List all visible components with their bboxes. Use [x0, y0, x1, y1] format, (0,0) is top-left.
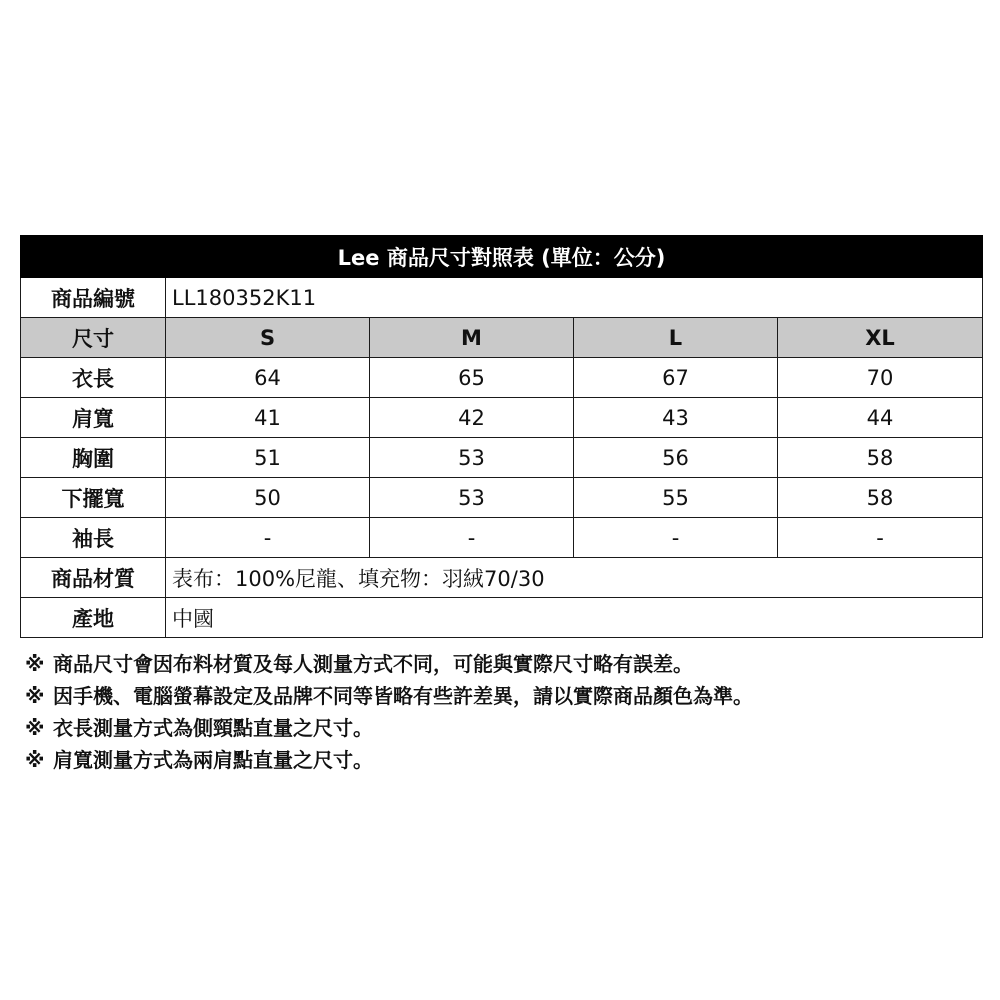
measurement-row-shoulder: [21, 398, 983, 438]
size-header-m: M: [370, 318, 574, 358]
table-cell: 50: [166, 478, 370, 518]
table-cell: 53: [370, 438, 574, 478]
table-cell: 70: [778, 358, 983, 398]
material-row: [21, 558, 983, 598]
note-item: [25, 680, 975, 712]
material-value: 表布：100%尼龍、填充物：羽絨70/30: [166, 558, 983, 598]
measurement-row-length: [21, 358, 983, 398]
size-header-row: [21, 318, 983, 358]
table-cell: 65: [370, 358, 574, 398]
origin-row: [21, 598, 983, 638]
reference-mark-icon: ※: [25, 716, 45, 740]
reference-mark-icon: ※: [25, 748, 45, 772]
reference-mark-icon: ※: [25, 652, 45, 676]
size-header-s: S: [166, 318, 370, 358]
table-cell: -: [166, 518, 370, 558]
origin-label: 產地: [21, 598, 166, 638]
row-label: 衣長: [21, 358, 166, 398]
note-text: 衣長測量方式為側頸點直量之尺寸。: [53, 716, 373, 740]
notes-list: [25, 648, 975, 776]
table-cell: 44: [778, 398, 983, 438]
size-chart-table: [20, 235, 983, 638]
table-cell: 42: [370, 398, 574, 438]
note-item: [25, 712, 975, 744]
table-cell: 58: [778, 478, 983, 518]
note-item: [25, 648, 975, 680]
measurement-row-hem: [21, 478, 983, 518]
table-cell: 56: [574, 438, 778, 478]
reference-mark-icon: ※: [25, 684, 45, 708]
note-text: 因手機、電腦螢幕設定及品牌不同等皆略有些許差異，請以實際商品顏色為準。: [53, 684, 753, 708]
size-header-xl: XL: [778, 318, 983, 358]
table-cell: 67: [574, 358, 778, 398]
table-cell: 43: [574, 398, 778, 438]
table-title: Lee 商品尺寸對照表 (單位：公分): [21, 236, 983, 278]
title-row: [21, 236, 983, 278]
measurement-row-sleeve: [21, 518, 983, 558]
product-code-label: 商品編號: [21, 278, 166, 318]
origin-value: 中國: [166, 598, 983, 638]
row-label: 下擺寬: [21, 478, 166, 518]
table-cell: 41: [166, 398, 370, 438]
table-cell: 51: [166, 438, 370, 478]
note-text: 肩寬測量方式為兩肩點直量之尺寸。: [53, 748, 373, 772]
table-cell: 55: [574, 478, 778, 518]
material-label: 商品材質: [21, 558, 166, 598]
row-label: 袖長: [21, 518, 166, 558]
table-cell: 64: [166, 358, 370, 398]
row-label: 肩寬: [21, 398, 166, 438]
product-code-row: [21, 278, 983, 318]
size-header-label: 尺寸: [21, 318, 166, 358]
size-header-l: L: [574, 318, 778, 358]
note-item: [25, 744, 975, 776]
table-cell: 53: [370, 478, 574, 518]
row-label: 胸圍: [21, 438, 166, 478]
table-cell: -: [370, 518, 574, 558]
note-text: 商品尺寸會因布料材質及每人測量方式不同，可能與實際尺寸略有誤差。: [53, 652, 693, 676]
product-code-value: LL180352K11: [166, 278, 983, 318]
table-cell: 58: [778, 438, 983, 478]
table-cell: -: [778, 518, 983, 558]
measurement-row-chest: [21, 438, 983, 478]
table-cell: -: [574, 518, 778, 558]
